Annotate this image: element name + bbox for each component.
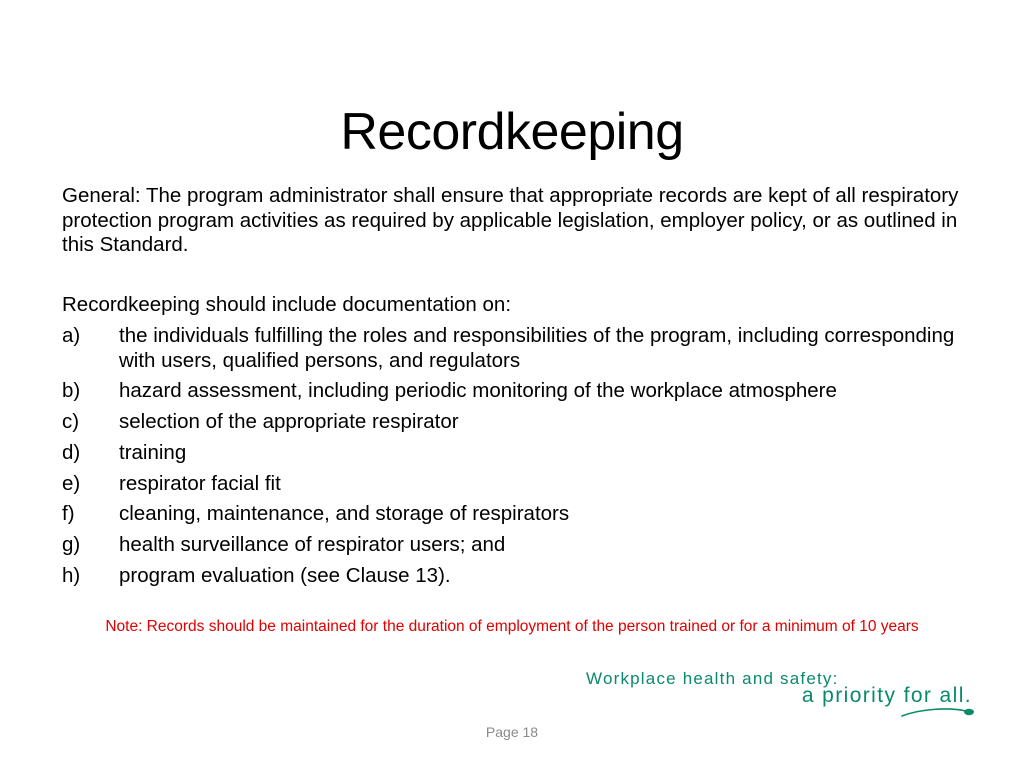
list-item-marker: e) — [62, 471, 81, 495]
list-item — [62, 472, 962, 497]
retention-note: Note: Records should be maintained for the duration of employment of the person trained or for a minimum of 10 years — [105, 618, 919, 635]
list-item-text: program evaluation (see Clause 13). — [119, 564, 451, 588]
general-paragraph: General: The program administrator shall ensure that appropriate records are kept of all respiratory protection program activities as required by applicable legislation, employer policy, or as outlined in this Standard. — [62, 184, 959, 256]
list-item-marker: a) — [62, 324, 81, 347]
list-item-text: respirator facial fit — [119, 471, 281, 495]
workplace-safety-logo — [580, 666, 980, 720]
list-item-text: training — [119, 440, 187, 464]
logo-tagline-line2: a priority for all. — [801, 684, 972, 707]
list-item — [62, 533, 962, 558]
list-item-marker: b) — [62, 379, 81, 403]
list-item — [62, 324, 962, 373]
list-item-text: cleaning, maintenance, and storage of respirators — [119, 502, 570, 526]
list-item — [62, 379, 962, 404]
list-item-marker: c) — [62, 410, 80, 434]
list-item-text: hazard assessment, including periodic monitoring of the workplace atmosphere — [119, 379, 837, 403]
list-item — [62, 410, 962, 435]
list-item-marker: h) — [62, 564, 81, 588]
page-number: Page 18 — [485, 724, 539, 740]
documentation-list — [62, 324, 962, 595]
slide-title: Recordkeeping — [340, 102, 684, 161]
list-item — [62, 564, 962, 589]
list-item-marker: f) — [62, 502, 75, 526]
list-item — [62, 441, 962, 466]
list-intro: Recordkeeping should include documentation on: — [62, 293, 512, 316]
logo-tagline-line1: Workplace health and safety: — [586, 669, 839, 688]
list-item-text: the individuals fulfilling the roles and responsibilities of the program, including corresponding with users, qualified persons, and regulators — [119, 324, 955, 372]
swoosh-icon — [900, 706, 976, 718]
list-item-text: selection of the appropriate respirator — [119, 410, 459, 434]
list-item-marker: d) — [62, 440, 81, 464]
list-item — [62, 502, 962, 527]
list-item-text: health surveillance of respirator users; and — [119, 533, 506, 557]
list-item-marker: g) — [62, 533, 81, 557]
